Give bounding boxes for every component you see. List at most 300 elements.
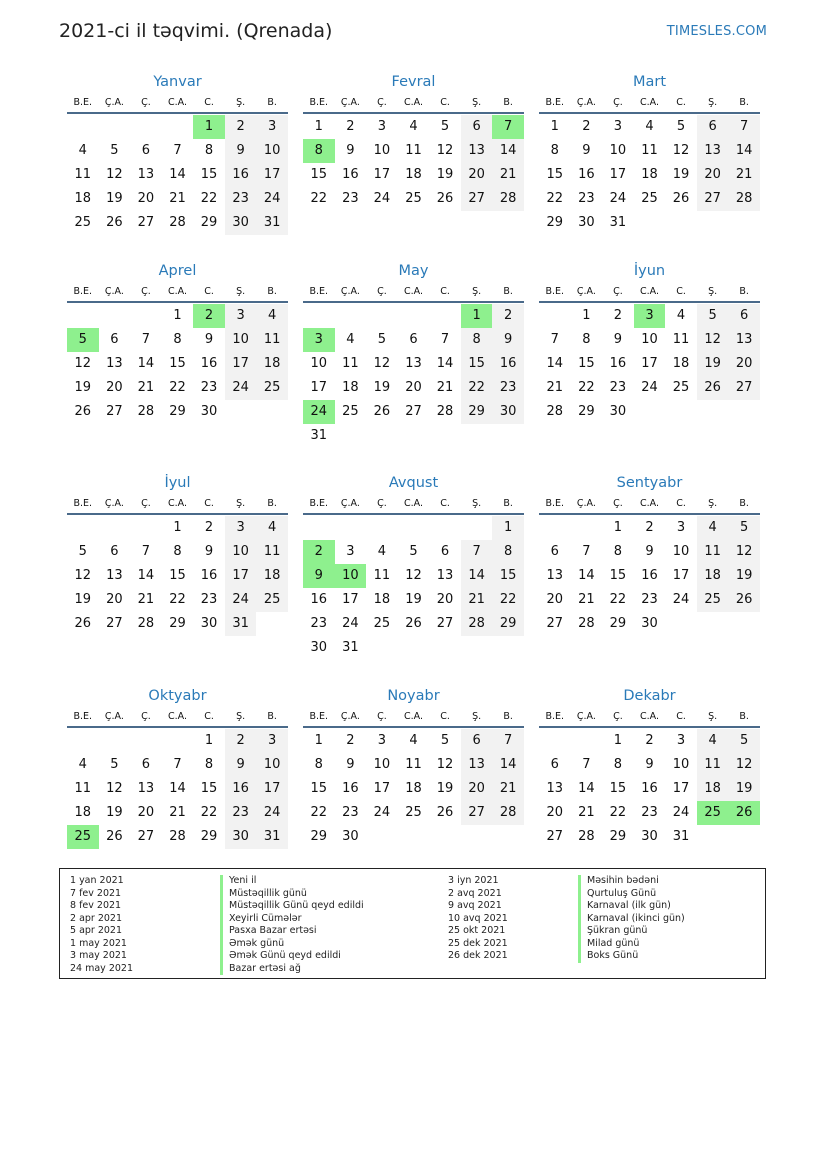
day-cell: 19	[405, 592, 422, 607]
day-cell: 10	[225, 328, 257, 352]
month-dekabr	[539, 687, 760, 849]
legend-date: 7 fev 2021	[70, 887, 122, 899]
empty-cell	[67, 729, 99, 753]
day-cell: 6	[440, 544, 450, 559]
day-cell: 27	[546, 829, 564, 844]
weekday-label: Ş.	[708, 498, 718, 509]
legend-holiday-name: Xeyirli Cümələr	[220, 913, 364, 926]
day-cell: 12	[672, 143, 690, 158]
weekday-label: C.	[204, 97, 214, 108]
day-cell: 8	[314, 757, 323, 772]
day-cell: 17	[225, 352, 257, 376]
day-cell: 31	[256, 211, 288, 235]
day-cell: 1	[204, 733, 214, 748]
weekday-label: Ç.	[613, 97, 623, 108]
day-cell: 14	[137, 568, 155, 583]
weekday-label: B.	[739, 97, 749, 108]
day-cell: 4	[409, 119, 418, 134]
legend-date: 1 yan 2021	[70, 875, 124, 886]
day-cell: 29	[461, 400, 493, 424]
day-cell: 22	[200, 191, 218, 206]
weekday-label: Ç.	[377, 286, 387, 297]
month-name: Oktyabr	[148, 688, 207, 704]
day-cell: 29	[200, 215, 218, 230]
day-cell: 10	[609, 143, 627, 158]
day-cell: 1	[314, 733, 323, 748]
weekday-label: C.A.	[403, 498, 423, 509]
day-cell: 10	[310, 356, 328, 371]
weekday-label: C.	[204, 711, 214, 722]
day-cell: 18	[672, 356, 690, 371]
day-cell: 18	[373, 592, 391, 607]
day-cell: 25	[373, 616, 391, 631]
day-cell: 27	[106, 404, 123, 419]
weekday-label: Ç.A.	[340, 286, 360, 297]
empty-cell	[99, 115, 131, 139]
weekday-label: Ç.A.	[104, 711, 124, 722]
day-grid	[67, 115, 288, 235]
holiday-day: 3	[303, 328, 335, 352]
day-cell: 7	[582, 757, 591, 772]
day-cell: 15	[169, 356, 186, 371]
day-cell: 22	[200, 805, 218, 820]
day-cell: 17	[373, 167, 391, 182]
day-cell: 12	[436, 143, 454, 158]
day-cell: 12	[697, 328, 729, 352]
weekday-label: Ş.	[708, 711, 718, 722]
day-cell: 7	[440, 332, 450, 347]
day-cell: 14	[492, 139, 524, 163]
day-cell: 31	[256, 825, 288, 849]
day-cell: 24	[256, 801, 288, 825]
month-name: Fevral	[391, 74, 436, 90]
day-cell: 16	[342, 167, 359, 182]
holiday-day: 1	[193, 115, 225, 139]
holiday-day: 24	[303, 400, 335, 424]
weekday-header	[539, 94, 760, 114]
empty-cell	[130, 304, 162, 328]
day-cell: 29	[200, 829, 218, 844]
day-cell: 28	[169, 215, 186, 230]
day-cell: 19	[373, 380, 391, 395]
day-cell: 22	[609, 805, 627, 820]
day-cell: 3	[613, 119, 623, 134]
day-cell: 22	[609, 592, 627, 607]
weekday-label: C.	[440, 286, 450, 297]
day-cell: 17	[256, 163, 288, 187]
day-cell: 9	[582, 143, 591, 158]
weekday-header	[303, 283, 524, 303]
day-cell: 28	[137, 404, 155, 419]
day-cell: 11	[74, 781, 92, 796]
empty-cell	[67, 304, 99, 328]
day-cell: 23	[342, 805, 359, 820]
weekday-label: C.A.	[167, 97, 187, 108]
day-cell: 21	[436, 380, 454, 395]
empty-cell	[461, 516, 493, 540]
day-cell: 21	[578, 805, 595, 820]
page-title: 2021-ci il təqvimi. (Qrenada)	[59, 20, 333, 42]
day-cell: 8	[204, 143, 214, 158]
day-cell: 7	[728, 115, 760, 139]
day-cell: 1	[173, 308, 182, 323]
day-cell: 4	[697, 516, 729, 540]
day-cell: 15	[200, 167, 218, 182]
day-cell: 4	[645, 119, 654, 134]
legend-date: 3 iyn 2021	[448, 875, 499, 886]
day-cell: 2	[225, 729, 257, 753]
day-cell: 15	[310, 781, 328, 796]
day-cell: 9	[645, 544, 654, 559]
day-cell: 5	[440, 733, 450, 748]
day-cell: 26	[405, 616, 422, 631]
legend-date: 8 fev 2021	[70, 900, 122, 911]
day-cell: 3	[256, 115, 288, 139]
day-cell: 25	[256, 588, 288, 612]
day-cell: 5	[728, 729, 760, 753]
day-cell: 23	[200, 380, 218, 395]
weekday-label: Ç.	[613, 286, 623, 297]
day-cell: 31	[342, 640, 359, 655]
day-cell: 18	[405, 167, 422, 182]
day-cell: 14	[578, 781, 595, 796]
empty-cell	[335, 304, 367, 328]
month-may	[303, 262, 524, 448]
day-cell: 29	[169, 404, 186, 419]
weekday-label: Ş.	[472, 498, 482, 509]
legend-date: 3 may 2021	[70, 950, 127, 961]
day-cell: 21	[728, 163, 760, 187]
day-cell: 25	[256, 376, 288, 400]
day-cell: 26	[74, 616, 92, 631]
day-cell: 16	[310, 592, 328, 607]
day-cell: 30	[578, 215, 595, 230]
day-cell: 3	[676, 733, 686, 748]
day-cell: 9	[645, 757, 654, 772]
day-cell: 11	[697, 753, 729, 777]
day-cell: 28	[546, 404, 564, 419]
weekday-label: C.A.	[167, 498, 187, 509]
day-cell: 4	[377, 544, 387, 559]
weekday-label: Ş.	[472, 97, 482, 108]
weekday-label: C.A.	[167, 711, 187, 722]
day-cell: 17	[672, 781, 690, 796]
legend-holiday-name: Məsihin bədəni	[578, 875, 685, 888]
empty-cell	[571, 729, 603, 753]
weekday-label: B.	[267, 97, 277, 108]
day-cell: 25	[74, 215, 92, 230]
day-cell: 16	[492, 352, 524, 376]
day-cell: 23	[641, 592, 658, 607]
weekday-label: B.E.	[309, 711, 329, 722]
legend-holiday-name: Əmək Günü qeyd edildi	[220, 950, 364, 963]
day-cell: 27	[137, 829, 155, 844]
empty-cell	[429, 516, 461, 540]
day-cell: 17	[609, 167, 627, 182]
day-cell: 28	[137, 616, 155, 631]
month-avqust	[303, 474, 524, 660]
legend-holiday-name: Karnaval (ilk gün)	[578, 900, 685, 913]
day-cell: 9	[492, 328, 524, 352]
day-cell: 26	[728, 588, 760, 612]
day-cell: 2	[582, 119, 591, 134]
day-grid	[539, 729, 760, 849]
day-cell: 8	[173, 332, 182, 347]
day-cell: 26	[373, 404, 391, 419]
weekday-label: Ç.	[613, 498, 623, 509]
weekday-label: C.	[676, 498, 686, 509]
weekday-label: Ç.A.	[340, 498, 360, 509]
day-cell: 30	[200, 404, 218, 419]
day-grid	[303, 729, 524, 849]
empty-cell	[366, 304, 398, 328]
month-aprel	[67, 262, 288, 424]
day-cell: 22	[169, 380, 186, 395]
weekday-label: B.E.	[73, 498, 93, 509]
day-cell: 10	[225, 540, 257, 564]
day-cell: 24	[641, 380, 658, 395]
day-cell: 28	[436, 404, 454, 419]
day-cell: 7	[550, 332, 559, 347]
day-cell: 11	[256, 540, 288, 564]
legend-names-right	[578, 875, 685, 963]
day-cell: 22	[169, 592, 186, 607]
weekday-header	[539, 283, 760, 303]
legend-holiday-name: Şükran günü	[578, 925, 685, 938]
day-cell: 6	[141, 143, 151, 158]
day-cell: 14	[546, 356, 564, 371]
month-i̇yun	[539, 262, 760, 424]
weekday-header	[303, 708, 524, 728]
day-cell: 13	[728, 328, 760, 352]
day-cell: 20	[461, 777, 493, 801]
weekday-label: Ç.A.	[576, 498, 596, 509]
day-cell: 24	[672, 805, 690, 820]
day-cell: 30	[200, 616, 218, 631]
day-cell: 17	[342, 592, 359, 607]
day-cell: 21	[461, 588, 493, 612]
weekday-header	[67, 495, 288, 515]
day-cell: 9	[204, 544, 214, 559]
day-cell: 27	[546, 616, 564, 631]
holiday-day: 8	[303, 139, 335, 163]
day-cell: 20	[405, 380, 422, 395]
weekday-label: C.	[204, 286, 214, 297]
day-cell: 26	[672, 191, 690, 206]
day-cell: 5	[728, 516, 760, 540]
day-cell: 12	[74, 356, 92, 371]
day-cell: 16	[225, 777, 257, 801]
day-cell: 27	[728, 376, 760, 400]
month-name: Aprel	[158, 263, 197, 279]
day-cell: 23	[609, 380, 627, 395]
day-cell: 5	[440, 119, 450, 134]
day-cell: 9	[613, 332, 623, 347]
legend-holiday-name: Karnaval (ikinci gün)	[578, 913, 685, 926]
weekday-header	[67, 283, 288, 303]
weekday-label: Ç.A.	[104, 498, 124, 509]
day-cell: 26	[74, 404, 92, 419]
day-cell: 6	[697, 115, 729, 139]
weekday-label: B.	[503, 97, 513, 108]
day-cell: 11	[672, 332, 690, 347]
holiday-day: 7	[492, 115, 524, 139]
weekday-label: Ç.	[141, 97, 151, 108]
day-cell: 15	[169, 568, 186, 583]
day-cell: 25	[405, 805, 422, 820]
day-cell: 5	[110, 143, 119, 158]
weekday-label: B.E.	[73, 711, 93, 722]
day-cell: 19	[74, 380, 92, 395]
day-cell: 17	[373, 781, 391, 796]
day-cell: 19	[106, 805, 123, 820]
day-cell: 11	[697, 540, 729, 564]
day-cell: 16	[641, 568, 658, 583]
day-cell: 28	[492, 801, 524, 825]
empty-cell	[366, 516, 398, 540]
month-name: Noyabr	[387, 688, 440, 704]
day-cell: 3	[676, 520, 686, 535]
weekday-label: Ç.A.	[576, 97, 596, 108]
day-cell: 10	[373, 143, 391, 158]
day-cell: 8	[613, 757, 623, 772]
weekday-label: Ş.	[236, 711, 246, 722]
month-yanvar	[67, 73, 288, 235]
weekday-header	[67, 708, 288, 728]
legend-date: 2 avq 2021	[448, 887, 502, 899]
day-cell: 30	[310, 640, 328, 655]
day-cell: 24	[256, 187, 288, 211]
holiday-day: 5	[67, 328, 99, 352]
empty-cell	[99, 729, 131, 753]
day-cell: 29	[609, 829, 627, 844]
day-cell: 8	[582, 332, 591, 347]
day-cell: 18	[256, 352, 288, 376]
day-cell: 26	[697, 376, 729, 400]
day-cell: 12	[373, 356, 391, 371]
day-cell: 10	[256, 139, 288, 163]
weekday-label: Ş.	[472, 286, 482, 297]
month-name: İyul	[164, 475, 191, 491]
day-cell: 13	[405, 356, 422, 371]
day-cell: 18	[342, 380, 359, 395]
day-cell: 1	[613, 520, 623, 535]
day-cell: 13	[137, 167, 155, 182]
day-cell: 31	[609, 215, 627, 230]
day-cell: 14	[137, 356, 155, 371]
weekday-label: C.	[676, 97, 686, 108]
day-cell: 19	[697, 352, 729, 376]
day-cell: 14	[492, 753, 524, 777]
day-cell: 12	[106, 167, 123, 182]
day-cell: 8	[613, 544, 623, 559]
weekday-label: B.	[267, 498, 277, 509]
day-cell: 26	[436, 805, 454, 820]
month-sentyabr	[539, 474, 760, 636]
day-cell: 19	[728, 564, 760, 588]
day-cell: 7	[141, 332, 151, 347]
weekday-label: B.	[267, 286, 277, 297]
brand-link[interactable]: TIMESLES.COM	[666, 24, 767, 39]
day-cell: 25	[405, 191, 422, 206]
day-cell: 9	[204, 332, 214, 347]
weekday-label: C.	[440, 97, 450, 108]
holiday-day: 9	[303, 564, 335, 588]
weekday-header	[539, 708, 760, 728]
day-cell: 23	[225, 187, 257, 211]
day-cell: 1	[550, 119, 559, 134]
day-cell: 20	[546, 805, 564, 820]
weekday-header	[67, 94, 288, 114]
legend-date: 26 dek 2021	[448, 950, 508, 961]
day-cell: 20	[137, 191, 155, 206]
day-cell: 14	[728, 139, 760, 163]
day-cell: 24	[373, 805, 391, 820]
day-cell: 26	[106, 215, 123, 230]
day-cell: 5	[409, 544, 418, 559]
day-cell: 11	[373, 568, 391, 583]
month-name: Yanvar	[153, 74, 202, 90]
legend-holiday-name: Bazar ertəsi ağ	[220, 963, 364, 976]
day-cell: 2	[492, 304, 524, 328]
day-cell: 22	[461, 376, 493, 400]
day-cell: 13	[106, 356, 123, 371]
month-name: Dekabr	[623, 688, 676, 704]
day-cell: 4	[78, 757, 87, 772]
weekday-label: C.A.	[639, 97, 659, 108]
day-cell: 30	[492, 400, 524, 424]
weekday-label: C.A.	[403, 711, 423, 722]
day-cell: 5	[697, 304, 729, 328]
day-cell: 1	[492, 516, 524, 540]
day-cell: 8	[492, 540, 524, 564]
day-cell: 8	[461, 328, 493, 352]
day-cell: 11	[405, 757, 422, 772]
day-cell: 19	[106, 191, 123, 206]
holiday-day: 2	[303, 540, 335, 564]
day-cell: 18	[641, 167, 658, 182]
month-mart	[539, 73, 760, 235]
weekday-label: B.	[503, 711, 513, 722]
day-cell: 22	[310, 805, 328, 820]
day-cell: 6	[110, 544, 119, 559]
weekday-label: C.A.	[639, 286, 659, 297]
holiday-day: 25	[697, 801, 729, 825]
day-cell: 21	[578, 592, 595, 607]
weekday-header	[303, 495, 524, 515]
day-cell: 22	[578, 380, 595, 395]
weekday-label: Ç.	[141, 711, 151, 722]
weekday-label: C.	[676, 286, 686, 297]
day-cell: 18	[74, 805, 92, 820]
day-cell: 21	[137, 592, 155, 607]
day-cell: 13	[137, 781, 155, 796]
day-cell: 12	[405, 568, 422, 583]
weekday-header	[539, 495, 760, 515]
weekday-label: Ş.	[236, 498, 246, 509]
day-cell: 15	[200, 781, 218, 796]
day-cell: 19	[436, 781, 454, 796]
weekday-label: B.E.	[545, 286, 565, 297]
day-cell: 28	[492, 187, 524, 211]
holiday-day: 1	[461, 304, 493, 328]
empty-cell	[67, 115, 99, 139]
day-cell: 15	[492, 564, 524, 588]
empty-cell	[571, 516, 603, 540]
weekday-label: C.A.	[167, 286, 187, 297]
day-cell: 24	[609, 191, 627, 206]
legend-dates-left	[70, 875, 133, 975]
